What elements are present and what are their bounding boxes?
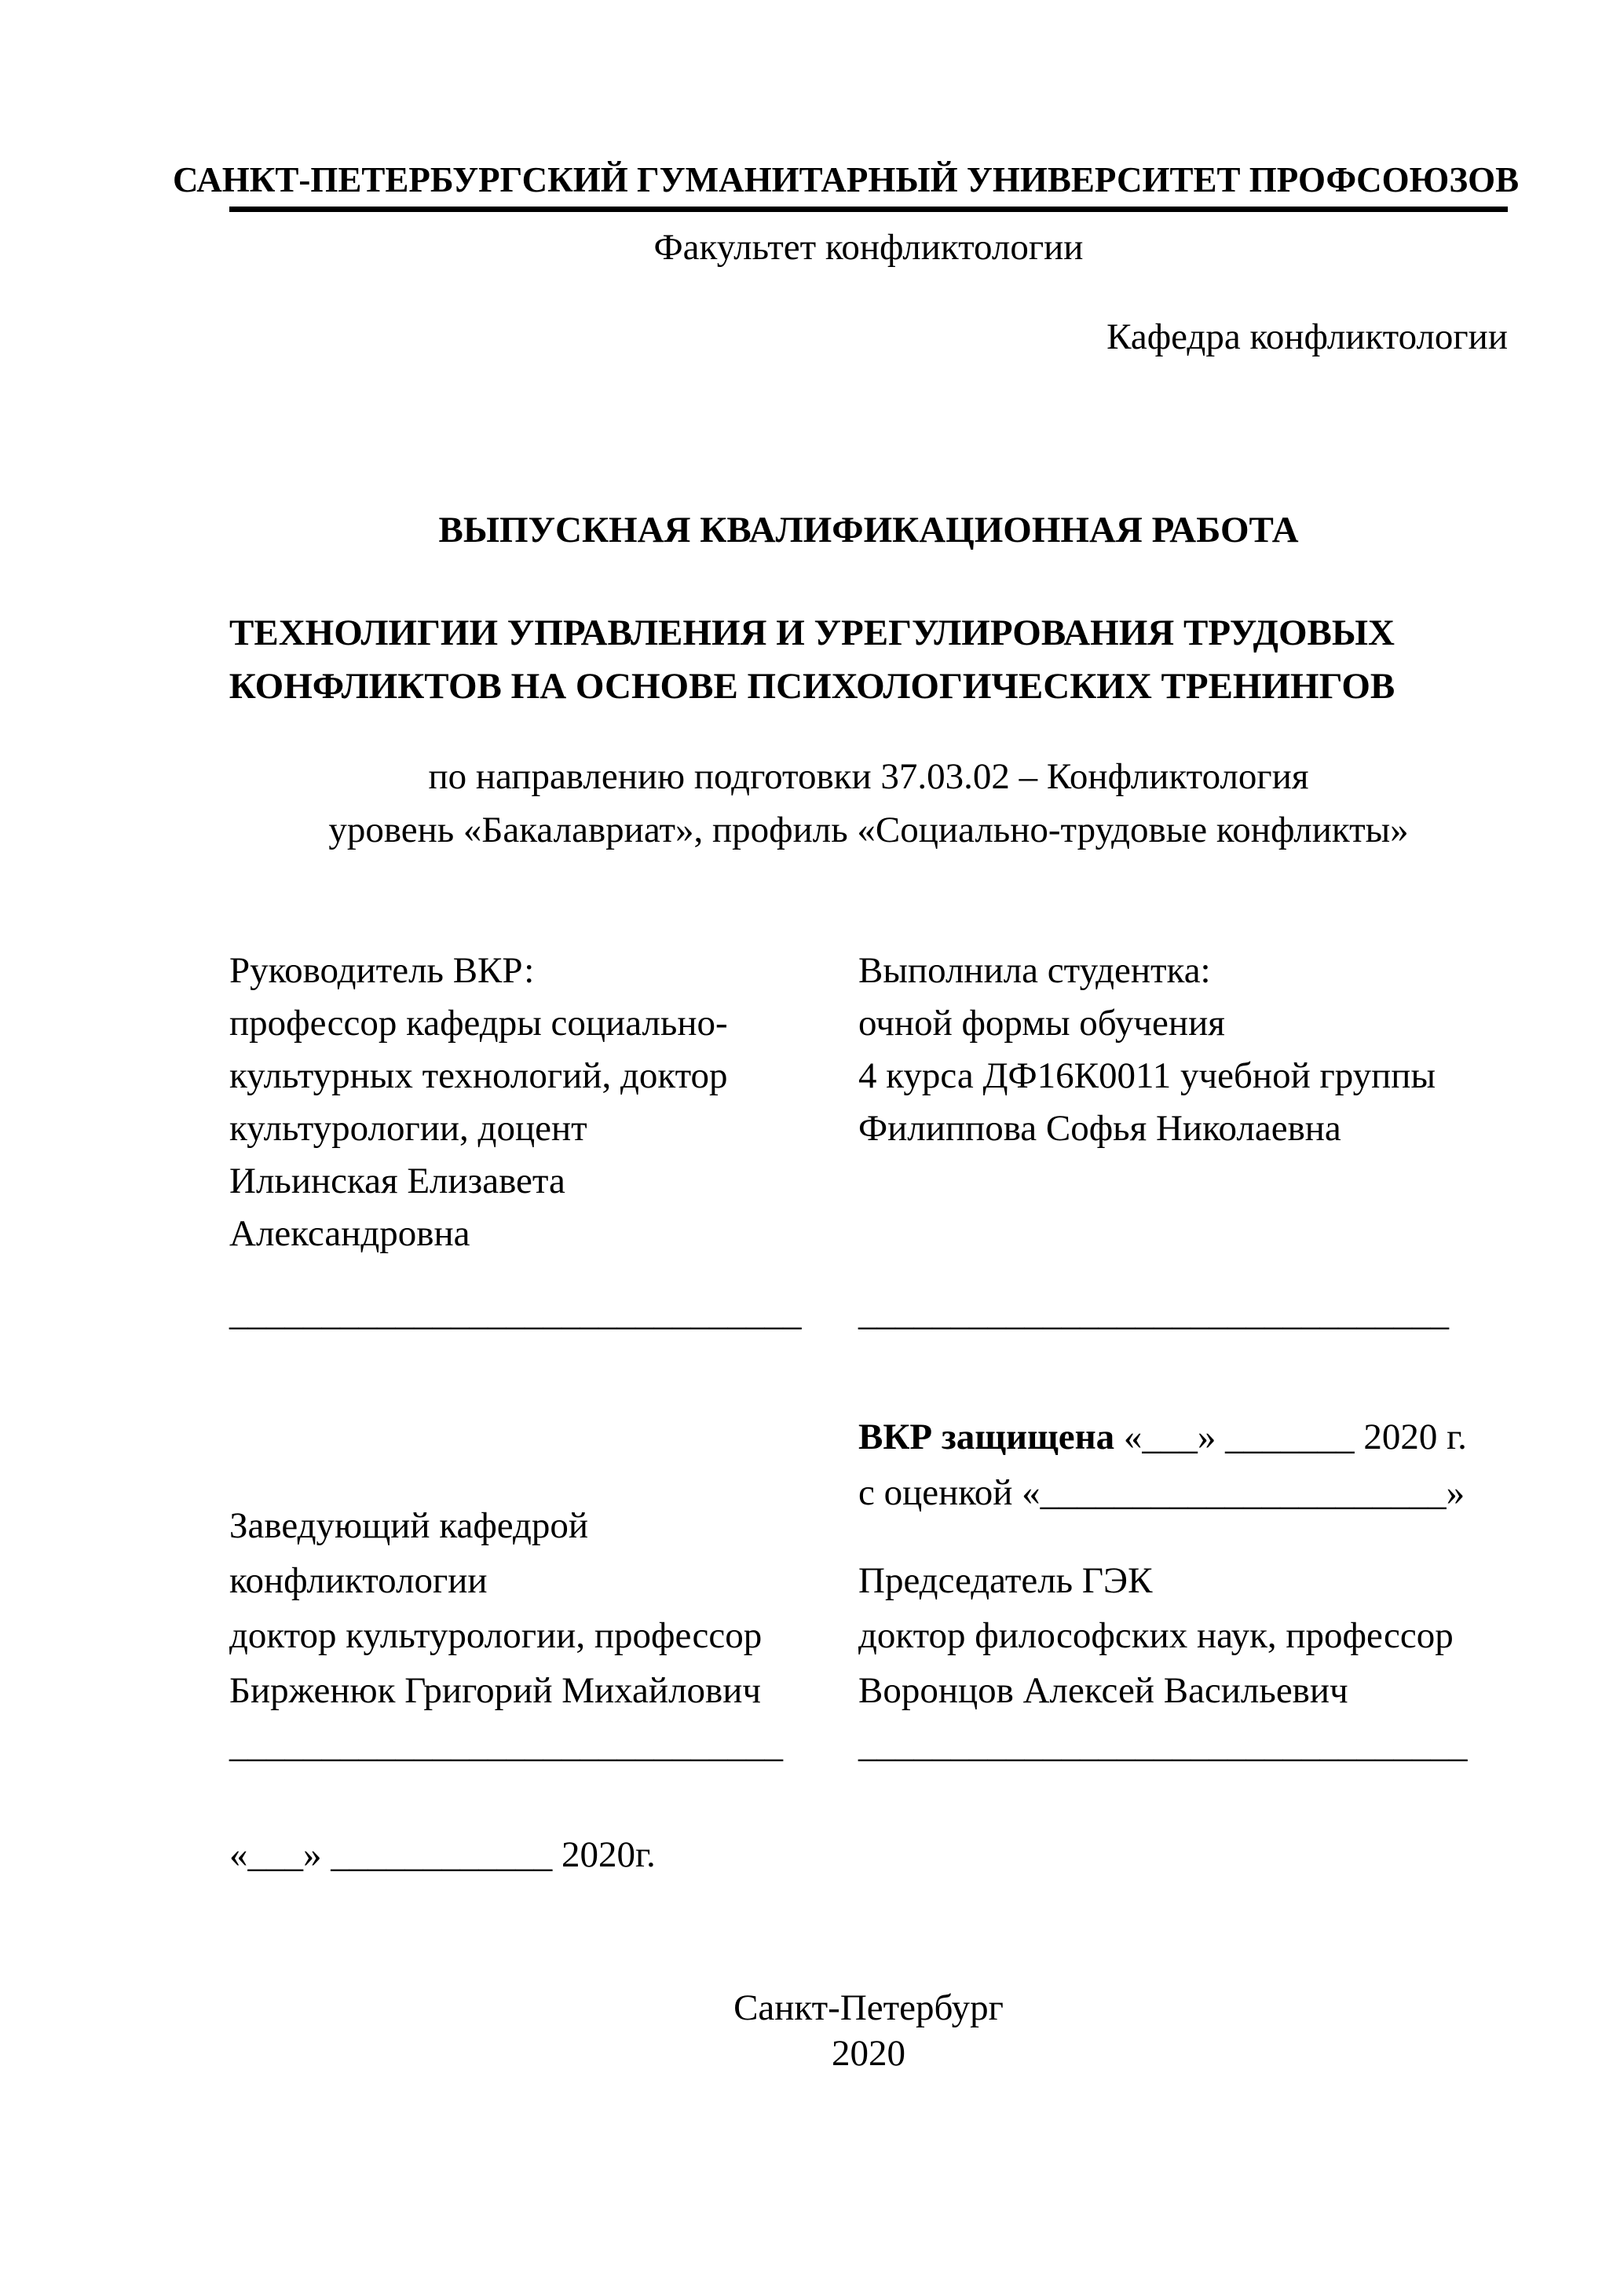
chair-signature-line: _________________________________ [858,1724,1468,1765]
chair-line: доктор философских наук, профессор [858,1615,1454,1656]
direction-line: по направлению подготовки 37.03.02 – Конфликтология [428,756,1309,797]
student-block [858,945,1510,1155]
defense-date-line [858,1409,1518,1465]
supervisor-line: культурных технологий, доктор [229,1055,728,1096]
thesis-title-line-1: ТЕХНОЛИГИИ УПРАВЛЕНИЯ И УРЕГУЛИРОВАНИЯ ТРУДОВЫХ [229,612,1395,653]
university-name: САНКТ-ПЕТЕРБУРГСКИЙ ГУМАНИТАРНЫЙ УНИВЕРСИТЕТ ПРОФСОЮЗОВ [173,160,1520,199]
supervisor-label: Руководитель ВКР: [229,950,535,991]
head-of-department-block [229,1498,850,1718]
faculty-line: Факультет конфликтологии [653,227,1084,268]
student-signature-line: ________________________________ [858,1292,1449,1333]
head-line: Бирженюк Григорий Михайлович [229,1670,762,1711]
defense-block [858,1409,1518,1521]
defense-label: ВКР защищена [858,1417,1115,1457]
supervisor-line: Ильинская Елизавета [229,1161,565,1201]
defense-date-part: «___» _______ 2020 г. [1114,1417,1467,1457]
level-profile-line: уровень «Бакалавриат», профиль «Социально-трудовые конфликты» [328,810,1409,850]
work-type-heading: ВЫПУСКНАЯ КВАЛИФИКАЦИОННАЯ РАБОТА [438,510,1299,550]
header-divider [229,207,1508,212]
student-line: очной формы обучения [858,1003,1225,1044]
grade-line: с оценкой «______________________» [858,1472,1465,1513]
head-signature-line: ______________________________ [229,1724,783,1765]
student-label: Выполнила студентка: [858,950,1211,991]
supervisor-line: профессор кафедры социально- [229,1003,728,1044]
head-date-line: «___» ____________ 2020г. [229,1834,656,1875]
supervisor-line: Александровна [229,1213,470,1254]
gek-chair-block [858,1553,1518,1718]
city-line: Санкт-Петербург [733,1987,1004,2028]
chair-line: Председатель ГЭК [858,1560,1153,1601]
head-line: конфликтологии [229,1560,488,1601]
supervisor-line: культурологии, доцент [229,1108,587,1149]
head-line: доктор культурологии, профессор [229,1615,763,1656]
thesis-title-line-2: КОНФЛИКТОВ НА ОСНОВЕ ПСИХОЛОГИЧЕСКИХ ТРЕНИНГОВ [229,666,1395,707]
head-line: Заведующий кафедрой [229,1505,589,1546]
chair-line: Воронцов Алексей Васильевич [858,1670,1348,1711]
thesis-title [173,606,1451,713]
supervisor-signature-line: _______________________________ [229,1292,802,1333]
year-line: 2020 [832,2033,905,2074]
department-line: Кафедра конфликтологии [1106,316,1508,357]
student-line: 4 курса ДФ16К0011 учебной группы [858,1055,1436,1096]
student-line: Филиппова Софья Николаевна [858,1108,1341,1149]
footer-block [229,1985,1508,2076]
supervisor-block [229,945,850,1260]
